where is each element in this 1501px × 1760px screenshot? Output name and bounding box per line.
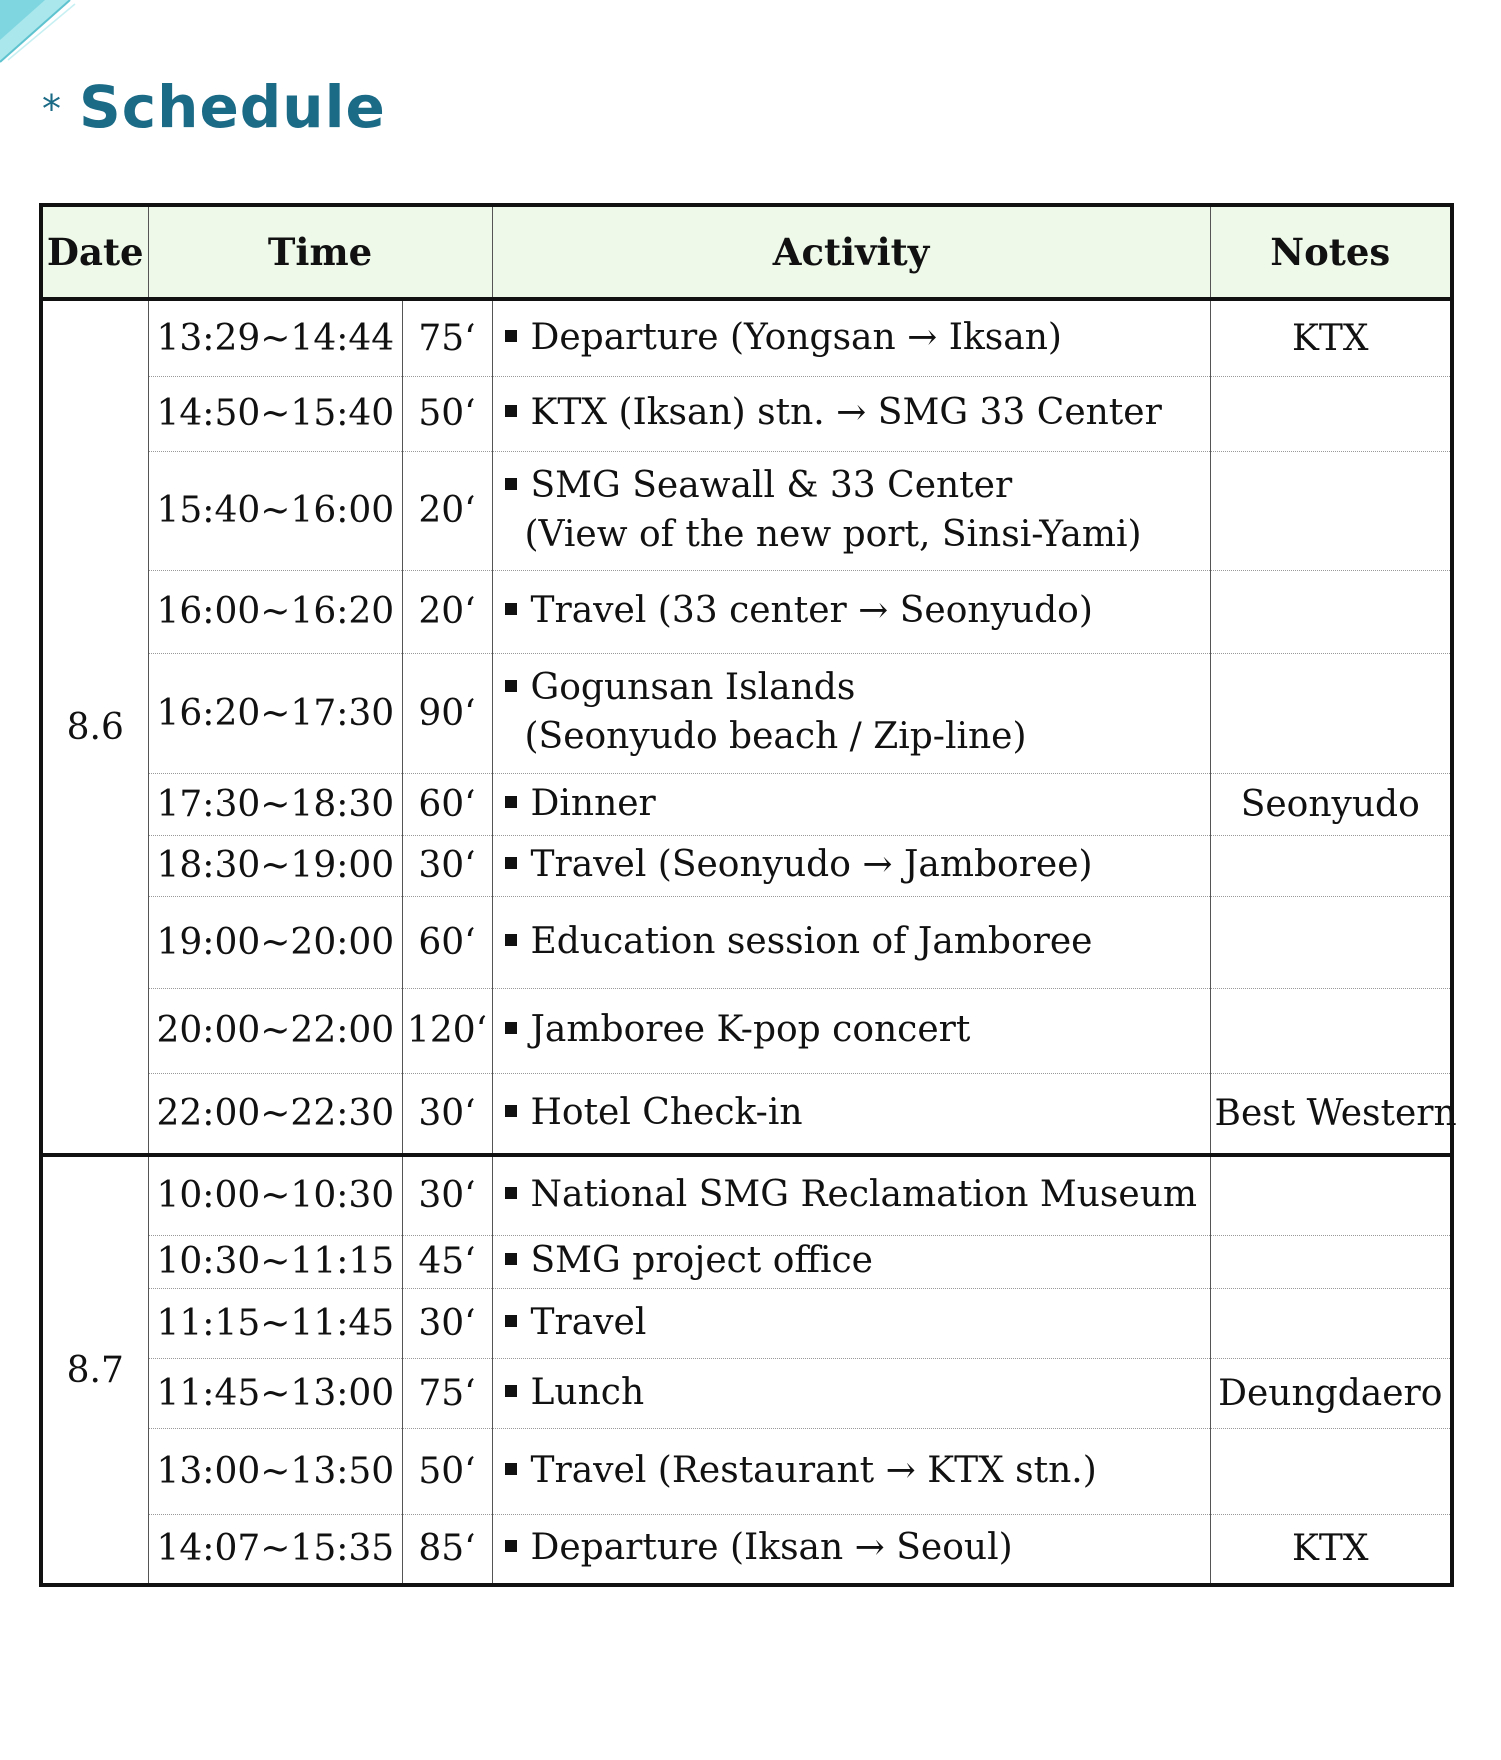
bullet-icon: [505, 1385, 517, 1397]
table-row: [41, 1428, 1452, 1514]
duration-cell: 20‘: [402, 570, 492, 653]
activity-cell: [492, 896, 1210, 988]
time-cell: 11:45~13:00: [148, 1358, 402, 1428]
notes-cell: [1210, 451, 1452, 570]
activity-cell: [492, 1288, 1210, 1358]
page-heading: [42, 72, 386, 142]
duration-cell: 20‘: [402, 451, 492, 570]
activity-cell: [492, 835, 1210, 896]
time-cell: 11:15~11:45: [148, 1288, 402, 1358]
table-row: [41, 896, 1452, 988]
activity-cell: [492, 1155, 1210, 1235]
bullet-icon: [505, 478, 517, 490]
time-cell: 16:00~16:20: [148, 570, 402, 653]
duration-cell: 60‘: [402, 896, 492, 988]
activity-text: Education session of Jamboree: [530, 920, 1093, 962]
bullet-icon: [505, 1253, 517, 1265]
notes-cell: Seonyudo: [1210, 773, 1452, 835]
header-activity: Activity: [492, 205, 1210, 299]
notes-cell: [1210, 1155, 1452, 1235]
duration-cell: 50‘: [402, 376, 492, 451]
notes-cell: KTX: [1210, 299, 1452, 376]
table-row: [41, 835, 1452, 896]
notes-cell: Best Western: [1210, 1073, 1452, 1155]
bullet-icon: [505, 857, 517, 869]
schedule-table: [39, 203, 1457, 1587]
bullet-icon: [505, 1105, 517, 1117]
notes-cell: [1210, 653, 1452, 773]
notes-cell: [1210, 835, 1452, 896]
duration-cell: 30‘: [402, 1155, 492, 1235]
duration-cell: 50‘: [402, 1428, 492, 1514]
time-cell: 13:29~14:44: [148, 299, 402, 376]
activity-text: Departure (Yongsan → Iksan): [530, 316, 1062, 358]
notes-cell: [1210, 1235, 1452, 1288]
date-cell: 8.7: [41, 1155, 148, 1585]
table-row: [41, 1235, 1452, 1288]
notes-cell: [1210, 1428, 1452, 1514]
time-cell: 10:30~11:15: [148, 1235, 402, 1288]
day-group: [41, 1155, 1452, 1585]
duration-cell: 75‘: [402, 299, 492, 376]
duration-cell: 75‘: [402, 1358, 492, 1428]
duration-cell: 45‘: [402, 1235, 492, 1288]
activity-cell: [492, 1428, 1210, 1514]
activity-cell: [492, 773, 1210, 835]
notes-cell: KTX: [1210, 1514, 1452, 1585]
table-row: [41, 653, 1452, 773]
activity-text: Departure (Iksan → Seoul): [530, 1527, 1013, 1569]
activity-text: Travel (33 center → Seonyudo): [530, 590, 1093, 632]
duration-cell: 60‘: [402, 773, 492, 835]
table-row: [41, 1073, 1452, 1155]
bullet-icon: [505, 680, 517, 692]
activity-text: Travel (Restaurant → KTX stn.): [530, 1449, 1097, 1491]
notes-cell: [1210, 896, 1452, 988]
header-date: Date: [41, 205, 148, 299]
activity-detail: (Seonyudo beach / Zip-line): [524, 716, 1027, 757]
table-row: [41, 1288, 1452, 1358]
activity-text: Dinner: [530, 782, 656, 824]
duration-cell: 120‘: [402, 988, 492, 1073]
table-row: [41, 570, 1452, 653]
bullet-icon: [505, 1463, 517, 1475]
bullet-icon: [505, 405, 517, 417]
date-cell: 8.6: [41, 299, 148, 1155]
notes-cell: Deungdaero: [1210, 1358, 1452, 1428]
activity-cell: [492, 376, 1210, 451]
bullet-icon: [505, 1187, 517, 1199]
notes-cell: [1210, 1288, 1452, 1358]
bullet-icon: [505, 1022, 517, 1034]
time-cell: 19:00~20:00: [148, 896, 402, 988]
notes-cell: [1210, 988, 1452, 1073]
duration-cell: 90‘: [402, 653, 492, 773]
activity-cell: [492, 1073, 1210, 1155]
duration-cell: 30‘: [402, 1288, 492, 1358]
activity-text: National SMG Reclamation Museum: [530, 1174, 1198, 1216]
activity-text: Gogunsan Islands: [530, 667, 856, 709]
time-cell: 10:00~10:30: [148, 1155, 402, 1235]
duration-cell: 30‘: [402, 835, 492, 896]
activity-cell: [492, 1235, 1210, 1288]
activity-cell: [492, 299, 1210, 376]
header-notes: Notes: [1210, 205, 1452, 299]
activity-cell: [492, 570, 1210, 653]
header-time: Time: [148, 205, 492, 299]
table-row: [41, 299, 1452, 376]
bullet-icon: [505, 934, 517, 946]
time-cell: 14:07~15:35: [148, 1514, 402, 1585]
activity-text: Jamboree K-pop concert: [530, 1009, 971, 1051]
bullet-icon: [505, 603, 517, 615]
bullet-icon: [505, 796, 517, 808]
activity-cell: [492, 653, 1210, 773]
time-cell: 22:00~22:30: [148, 1073, 402, 1155]
activity-cell: [492, 988, 1210, 1073]
activity-text: KTX (Iksan) stn. → SMG 33 Center: [530, 392, 1162, 434]
table-row: [41, 988, 1452, 1073]
duration-cell: 85‘: [402, 1514, 492, 1585]
time-cell: 14:50~15:40: [148, 376, 402, 451]
time-cell: 17:30~18:30: [148, 773, 402, 835]
activity-text: Travel: [530, 1301, 647, 1343]
table-row: [41, 773, 1452, 835]
table-row: [41, 376, 1452, 451]
table-row: [41, 1514, 1452, 1585]
day-group: [41, 299, 1457, 1155]
activity-cell: [492, 1358, 1210, 1428]
activity-text: Hotel Check-in: [530, 1091, 803, 1133]
corner-decoration: [0, 0, 80, 70]
time-cell: 15:40~16:00: [148, 451, 402, 570]
activity-text: Lunch: [530, 1371, 645, 1413]
bullet-icon: [505, 1315, 517, 1327]
activity-text: SMG Seawall & 33 Center: [530, 464, 1013, 506]
duration-cell: 30‘: [402, 1073, 492, 1155]
bullet-icon: [505, 1540, 517, 1552]
activity-cell: [492, 451, 1210, 570]
activity-text: SMG project office: [530, 1240, 873, 1282]
notes-cell: [1210, 570, 1452, 653]
table-row: [41, 451, 1452, 570]
table-header: [41, 205, 1452, 299]
heading-star-icon: *: [42, 87, 61, 131]
time-cell: 20:00~22:00: [148, 988, 402, 1073]
notes-cell: [1210, 376, 1452, 451]
time-cell: 13:00~13:50: [148, 1428, 402, 1514]
time-cell: 18:30~19:00: [148, 835, 402, 896]
bullet-icon: [505, 330, 517, 342]
table-row: [41, 1358, 1452, 1428]
table-row: [41, 1155, 1452, 1235]
activity-text: Travel (Seonyudo → Jamboree): [530, 844, 1093, 886]
page-title: Schedule: [79, 73, 386, 141]
time-cell: 16:20~17:30: [148, 653, 402, 773]
activity-cell: [492, 1514, 1210, 1585]
activity-detail: (View of the new port, Sinsi-Yami): [524, 513, 1142, 555]
